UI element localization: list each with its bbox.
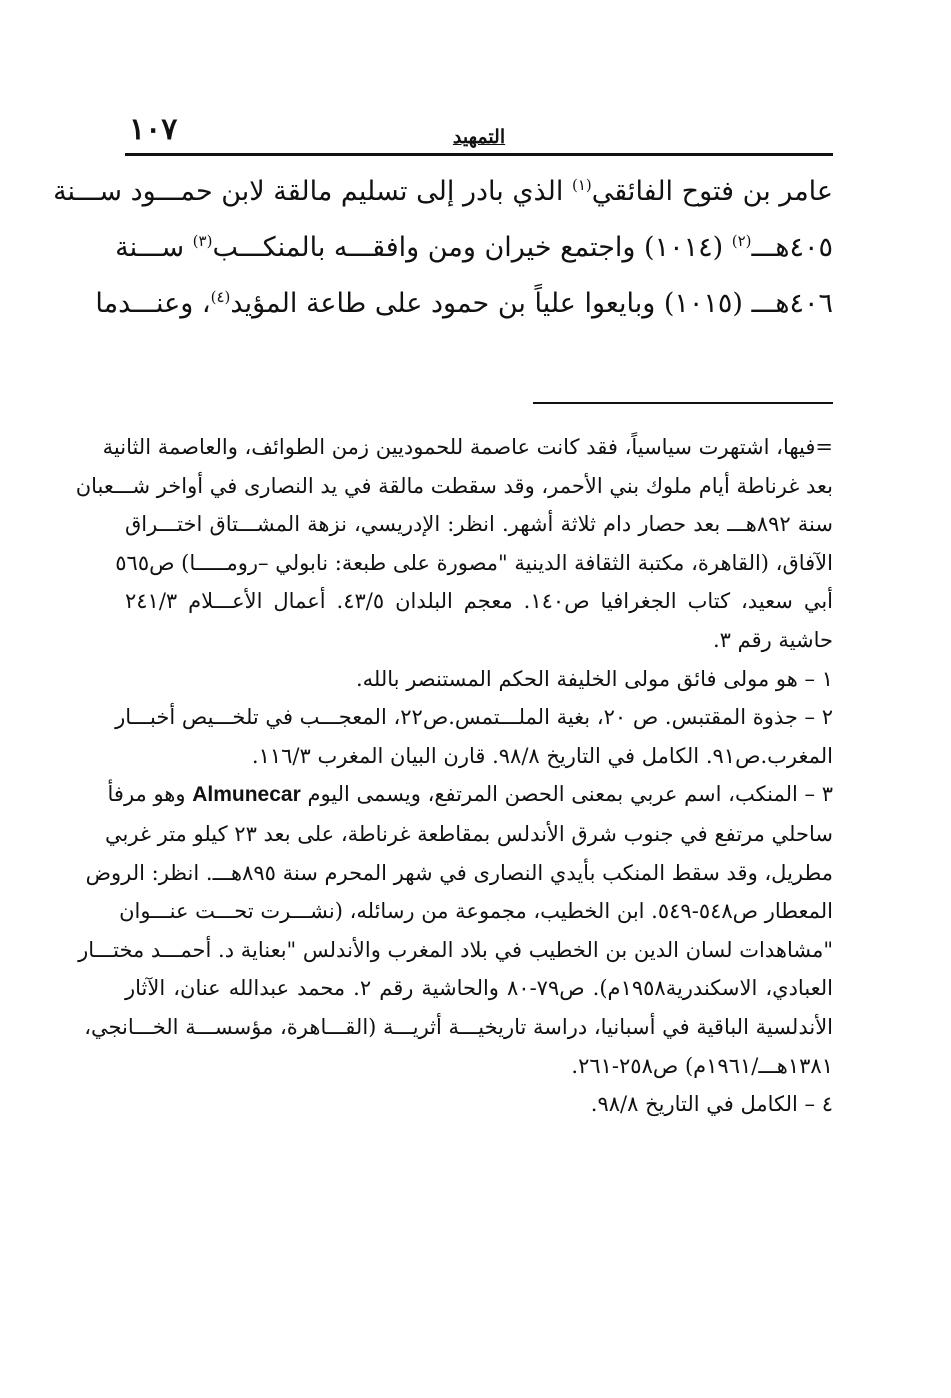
footnote-3-line-1 [107, 775, 833, 815]
footnote-3-text-b: وهو مرفأ [107, 782, 186, 807]
footnote-continuation-line: =فيها، اشتهرت سياسياً، فقد كانت عاصمة للحموديين زمن الطوائف، والعاصمة الثانية [102, 435, 833, 459]
footnote-3-line: ساحلي مرتفع في جنوب شرق الأندلس بمقاطعة غرناطة، على بعد ٢٣ كيلو متر غربي [105, 821, 833, 846]
page-number: ١٠٧ [129, 112, 178, 147]
main-line-3 [95, 276, 833, 332]
footnote-ref-4: (٤) [210, 288, 231, 306]
footnote-continuation-line: أبي سعيد، كتاب الجغرافيا ص١٤٠. معجم البلدان ٤٣/٥. أعمال الأعـــلام ٢٤١/٣ [125, 589, 833, 614]
footnote-3-line: العبادي، الاسكندرية١٩٥٨م). ص٧٩-٨٠ والحاشية رقم ٢. محمد عبدالله عنان، الآثار [125, 976, 834, 1001]
footnote-3-line: المعطار ص٥٤٨-٥٤٩. ابن الخطيب، مجموعة من رسائله، (نشـــرت تحـــت عنـــوان [119, 899, 833, 924]
footnote-3-line: مطريل، وقد سقط المنكب بأيدي النصارى في شهر المحرم سنة ٨٩٥هـــ. انظر: الروض [85, 860, 833, 885]
footnote-continuation-line: بعد غرناطة أيام ملوك بني الأحمر، وقد سقطت مالقة في يد النصارى في أواخر شـــعبان [75, 473, 833, 498]
footnote-ref-3: (٣) [192, 232, 213, 250]
main-line-1-text: عامر بن فتوح الفائقي [591, 176, 833, 207]
main-body-text [53, 164, 833, 332]
page-header [125, 112, 833, 154]
main-line-1-rest: الذي بادر إلى تسليم مالقة لابن حمـــود ســـنة [53, 176, 564, 207]
main-line-2 [115, 220, 833, 276]
footnote-3-line: الأندلسية الباقية في أسبانيا، دراسة تاريخيـــة أثريـــة (القـــاهرة، مؤسســـة الخـــانجي، [84, 1014, 833, 1039]
footnote-3-text-a: ٣ – المنكب، اسم عربي بمعنى الحصن المرتفع، ويسمى اليوم [307, 782, 833, 807]
footnote-ref-1: (١) [571, 176, 592, 194]
footnote-ref-2: (٢) [731, 232, 752, 250]
footnote-2-line: ٢ – جذوة المقتبس. ص ٢٠، بغية الملـــتمس.ص٢٢، المعجـــب في تلخـــيص أخبـــار [115, 705, 833, 730]
footnote-continuation-line: الآفاق، (القاهرة، مكتبة الثقافة الدينية "مصورة على طبعة: نابولي –رومـــــا) ص٥٦٥ [115, 550, 833, 575]
main-line-2-a: ٤٠٥هـــ [751, 232, 833, 263]
main-line-3-a: ٤٠٦هـــ (١٠١٥) وبايعوا علياً بن حمود على طاعة المؤيد [230, 288, 833, 319]
header-rule [125, 153, 833, 156]
footnote-3-line: "مشاهدات لسان الدين بن الخطيب في بلاد المغرب والأندلس "بعناية د. أحمـــد مختـــار [78, 937, 833, 962]
main-line-3-b: ، وعنـــدما [95, 288, 211, 319]
footnote-3-line: ١٣٨١هـــ/١٩٦١م) ص٢٥٨-٢٦١. [571, 1053, 833, 1078]
running-title: التمهيد [452, 126, 506, 148]
main-line-1 [53, 164, 833, 220]
footnote-separator [533, 402, 833, 404]
footnote-4: ٤ – الكامل في التاريخ ٩٨/٨. [590, 1092, 833, 1117]
footnote-3-latin-term: Almunecar [192, 783, 301, 807]
footnote-continuation-line: سنة ٨٩٢هـــ بعد حصار دام ثلاثة أشهر. انظر: الإدريسي، نزهة المشـــتاق اختـــراق [125, 512, 833, 537]
footnote-1: ١ – هو مولى فائق مولى الخليفة الحكم المستنصر بالله. [355, 666, 833, 691]
footnote-continuation-line: حاشية رقم ٣. [712, 627, 833, 652]
footnote-2-line: المغرب.ص٩١. الكامل في التاريخ ٩٨/٨. قارن البيان المغرب ١١٦/٣. [251, 743, 833, 768]
footnotes-block [75, 428, 834, 1124]
main-line-2-b: (١٠١٤) واجتمع خيران ومن وافقـــه بالمنكـــب [212, 232, 724, 263]
main-line-2-c: ســـنة [115, 232, 185, 263]
